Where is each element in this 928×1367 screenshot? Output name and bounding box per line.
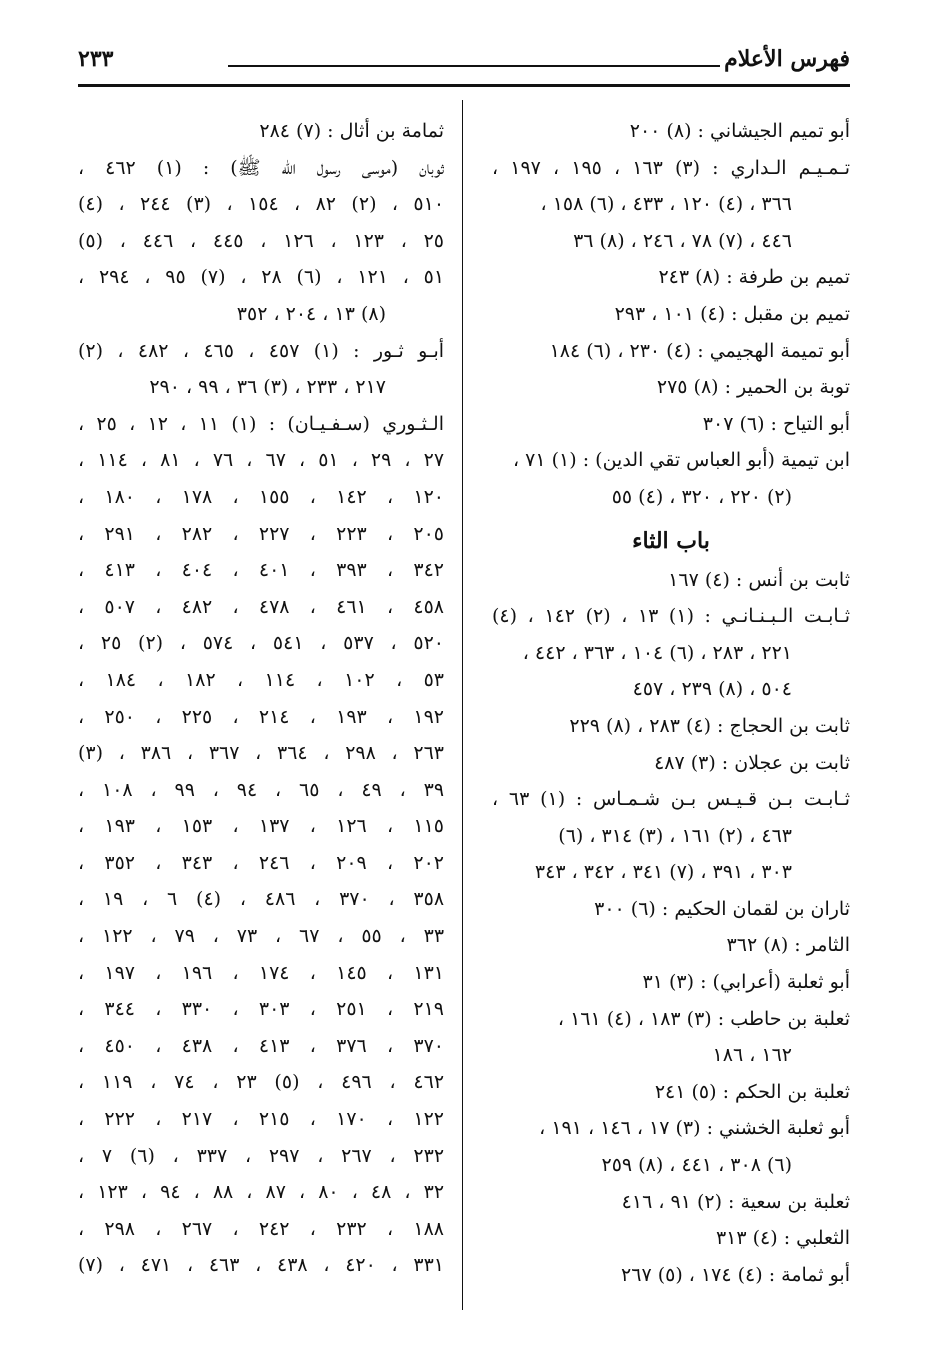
- index-entry-line: الثعلبي : (٤) ٣١٣: [715, 1227, 850, 1250]
- index-entry-line: ٤٦٣ ، (٢) ١٦١ ، (٣) ٣١٤ ، (٦): [558, 824, 792, 847]
- index-entry-line: أبو ثعلبة (أعرابي) : (٣) ٣١: [642, 971, 850, 994]
- index-entry-line: الثامر : (٨) ٣٦٢: [726, 934, 850, 957]
- index-entry-line: ثعلبة بن الحكم : (٥) ٢٤١: [654, 1080, 850, 1103]
- index-column-right: [492, 113, 850, 1293]
- index-entry-line: ٣٥٨ ، ٣٧٠ ، ٤٨٦ ، (٤) ٦ ، ١٩ ،: [78, 888, 444, 911]
- index-entry-line: ٢٠٥ ، ٢٢٣ ، ٢٢٧ ، ٢٨٢ ، ٢٩١ ،: [78, 522, 444, 545]
- page-header: [78, 42, 850, 82]
- index-entry-line: أبو تميم الجيشاني : (٨) ٢٠٠: [629, 120, 850, 142]
- index-entry-line: ٥١ ، ١٢١ ، (٦) ٢٨ ، (٧) ٩٥ ، ٢٩٤ ،: [78, 266, 444, 289]
- index-entry-line: أبو تميمة الهجيمي : (٤) ٢٣٠ ، (٦) ١٨٤: [549, 339, 850, 362]
- index-column-left: [78, 113, 444, 1284]
- index-entry-line: ١٢٢ ، ١٧٠ ، ٢١٥ ، ٢١٧ ، ٢٢٢ ،: [78, 1108, 444, 1131]
- index-entry-line: ٣٧٠ ، ٣٧٦ ، ٤١٣ ، ٤٣٨ ، ٤٥٠ ،: [78, 1034, 444, 1057]
- index-entry-line: أبـو ثـور : (١) ٤٥٧ ، ٤٦٥ ، ٤٨٢ ، (٢): [78, 339, 444, 362]
- header-rule: [78, 84, 850, 87]
- index-entry-line: ٢٢١ ، ٢٨٣ ، (٦) ١٠٤ ، ٣٦٣ ، ٤٤٢ ،: [522, 641, 792, 664]
- index-entry-line: ٣٤٢ ، ٣٩٣ ، ٤٠١ ، ٤٠٤ ، ٤١٣ ،: [78, 559, 444, 582]
- index-entry-line: ١٢٠ ، ١٤٢ ، ١٥٥ ، ١٧٨ ، ١٨٠ ،: [78, 485, 444, 508]
- index-entry-line: ثـابـت بـن قـيـس بـن شـمـاس : (١) ٦٣ ،: [492, 788, 850, 811]
- index-entry-line: ثـابـت الـبـنـانـي : (١) ١٣ ، (٢) ١٤٢ ، (٤): [492, 605, 850, 628]
- index-entry-line: ابن تيمية (أبو العباس تقي الدين) : (١) ٧١ ،: [513, 449, 850, 472]
- section-heading: باب الثاء: [632, 527, 710, 554]
- index-entry-line: ثعلبة بن سعية : (٢) ٩١ ، ٤١٦: [621, 1190, 850, 1213]
- index-entry-line: ٣٠٣ ، ٣٩١ ، (٧) ٣٤١ ، ٣٤٢ ، ٣٤٣: [534, 861, 792, 884]
- index-entry-line: ٢٣٢ ، ٢٦٧ ، ٢٩٧ ، ٣٣٧ ، (٦) ٧ ،: [78, 1144, 444, 1167]
- index-entry-line: ثابت بن أنس : (٤) ١٦٧: [668, 568, 850, 591]
- index-entry-line: ١٩٢ ، ١٩٣ ، ٢١٤ ، ٢٢٥ ، ٢٥٠ ،: [78, 705, 444, 728]
- index-entry-line: أبو ثمامة : (٤) ١٧٤ ، (٥) ٢٦٧: [621, 1263, 850, 1286]
- index-entry-line: ١٨٨ ، ٢٣٢ ، ٢٤٢ ، ٢٦٧ ، ٢٩٨ ،: [78, 1217, 444, 1240]
- index-entry-line: (٢) ٢٢٠ ، ٣٢٠ ، (٤) ٥٥: [611, 485, 792, 508]
- index-entry-line: ٤٦٢ ، ٤٩٦ ، (٥) ٢٣ ، ٧٤ ، ١١٩ ،: [78, 1071, 444, 1094]
- index-entry-line: ٢٦٣ ، ٢٩٨ ، ٣٦٤ ، ٣٦٧ ، ٣٨٦ ، (٣): [78, 742, 444, 765]
- index-entry-line: ١١٥ ، ١٢٦ ، ١٣٧ ، ١٥٣ ، ١٩٣ ،: [78, 815, 444, 838]
- index-entry-line: (٦) ٣٠٨ ، ٤٤١ ، (٨) ٢٥٩: [601, 1154, 792, 1177]
- index-entry-line: ثابت بن الحجاج : (٤) ٢٨٣ ، (٨) ٢٢٩: [569, 714, 850, 737]
- index-entry-line: أبو ثعلبة الخشني : (٣) ١٧ ، ١٤٦ ، ١٩١ ،: [539, 1117, 850, 1140]
- index-entry-line: ٢٧ ، ٢٩ ، ٥١ ، ٦٧ ، ٧٦ ، ٨١ ، ١١٤ ،: [78, 449, 444, 472]
- index-entry-line: ٥٣ ، ١٠٢ ، ١١٤ ، ١٨٢ ، ١٨٤ ،: [78, 668, 444, 691]
- index-entry-line: (٨) ١٣ ، ٢٠٤ ، ٣٥٢: [236, 302, 386, 325]
- index-entry-line: ٥٠٤ ، (٨) ٢٣٩ ، ٤٥٧: [632, 678, 792, 701]
- index-entry-line: ثابت بن عجلان : (٣) ٤٨٧: [654, 751, 850, 774]
- index-entry-line: تميم بن مقبل : (٤) ١٠١ ، ٢٩٣: [614, 302, 850, 325]
- index-entry-line: ١٣١ ، ١٤٥ ، ١٧٤ ، ١٩٦ ، ١٩٧ ،: [78, 961, 444, 984]
- index-entry-line: تميم بن طرفة : (٨) ٢٤٣: [658, 266, 850, 289]
- running-title: فهرس الأعلام: [724, 46, 850, 72]
- index-entry-line: أبو التياح : (٦) ٣٠٧: [702, 412, 850, 435]
- page-number: ٢٣٣: [78, 46, 114, 72]
- index-entry-line: ٢٥ ، ١٢٣ ، ١٢٦ ، ٤٤٥ ، ٤٤٦ ، (٥): [78, 229, 444, 252]
- index-entry-line: الـثـوري (سـفـيـان) : (١) ١١ ، ١٢ ، ٢٥ ،: [78, 412, 444, 435]
- index-entry-line: ثعلبة بن حاطب : (٣) ١٨٣ ، (٤) ١٦١ ،: [557, 1007, 850, 1030]
- header-dash-rule: [228, 65, 720, 67]
- index-entry-line: ١٦٢ ، ١٨٦: [712, 1044, 792, 1067]
- index-entry-line: ٢١٩ ، ٢٥١ ، ٣٠٣ ، ٣٣٠ ، ٣٤٤ ،: [78, 998, 444, 1021]
- index-entry-line: ثاران بن لقمان الحكيم : (٦) ٣٠٠: [594, 897, 850, 920]
- index-entry-line: توبة بن الحمير : (٨) ٢٧٥: [656, 376, 850, 399]
- index-entry-line: ٤٥٨ ، ٤٦١ ، ٤٧٨ ، ٤٨٢ ، ٥٠٧ ،: [78, 595, 444, 618]
- index-entry-line: ٣٣ ، ٥٥ ، ٦٧ ، ٧٣ ، ٧٩ ، ١٢٢ ،: [78, 925, 444, 948]
- index-entry-line: تـمـيـم الـداري : (٣) ١٦٣ ، ١٩٥ ، ١٩٧ ،: [492, 156, 850, 179]
- index-entry-line: ٣٢ ، ٤٨ ، ٨٠ ، ٨٧ ، ٨٨ ، ٩٤ ، ١٢٣ ،: [78, 1181, 444, 1204]
- index-entry-line: ٥٢٠ ، ٥٣٧ ، ٥٤١ ، ٥٧٤ ، (٢) ٢٥ ،: [78, 632, 444, 655]
- index-entry-line: ٣٦٦ ، (٤) ١٢٠ ، ٤٣٣ ، (٦) ١٥٨ ،: [540, 193, 792, 216]
- column-separator: [462, 100, 463, 1310]
- index-entry-line: ٢١٧ ، ٢٣٣ ، (٣) ٣٦ ، ٩٩ ، ٢٩٠: [149, 376, 386, 399]
- index-entry-line: ثمامة بن أثال : (٧) ٢٨٤: [259, 120, 444, 142]
- index-entry-line: ثوبان (موسى رسول الله ﷺ) : (١) ٤٦٢ ،: [78, 156, 444, 179]
- index-entry-line: ٤٤٦ ، (٧) ٧٨ ، ٢٤٦ ، (٨) ٣٦: [573, 229, 792, 252]
- index-entry-line: ٥١٠ ، (٢) ٨٢ ، ١٥٤ ، (٣) ٢٤٤ ، (٤): [78, 193, 444, 216]
- index-entry-line: ٣٣١ ، ٤٢٠ ، ٤٣٨ ، ٤٦٣ ، ٤٧١ ، (٧): [78, 1254, 444, 1277]
- index-entry-line: ٣٩ ، ٤٩ ، ٦٥ ، ٩٤ ، ٩٩ ، ١٠٨ ،: [78, 778, 444, 801]
- index-entry-line: ٢٠٢ ، ٢٠٩ ، ٢٤٦ ، ٣٤٣ ، ٣٥٢ ،: [78, 851, 444, 874]
